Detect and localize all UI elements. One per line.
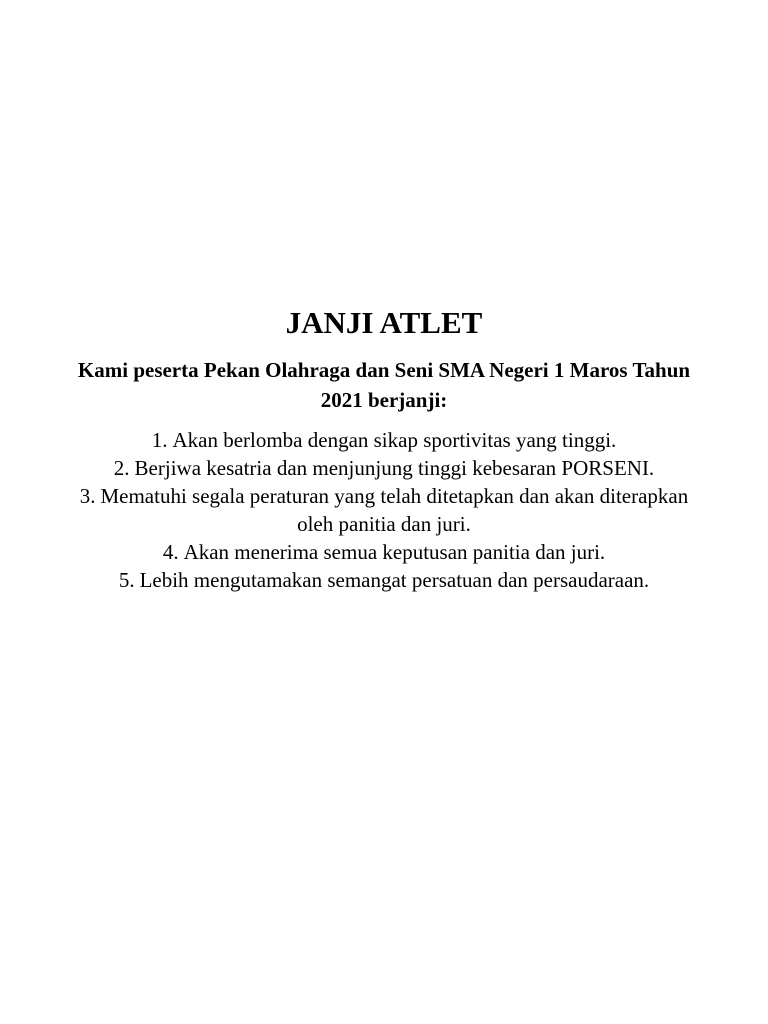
list-item-text: Berjiwa kesatria dan menjunjung tinggi kebesaran PORSENI. [134, 456, 655, 480]
list-item-number: 5. [118, 568, 135, 592]
list-item [60, 538, 708, 566]
list-item [60, 566, 708, 594]
list-item-text: Mematuhi segala peraturan yang telah ditetapkan dan akan diterapkan oleh panitia dan juri. [100, 484, 689, 536]
list-item-number: 4. [162, 540, 179, 564]
intro-paragraph: Kami peserta Pekan Olahraga dan Seni SMA Negeri 1 Maros Tahun 2021 berjanji: [77, 358, 691, 412]
list-item-number: 3. [79, 484, 96, 508]
list-item-number: 1. [151, 428, 168, 452]
list-item-text: Lebih mengutamakan semangat persatuan dan persaudaraan. [139, 568, 650, 592]
list-item [60, 426, 708, 454]
list-item [60, 454, 708, 482]
list-item [60, 482, 708, 538]
list-item-text: Akan menerima semua keputusan panitia dan juri. [183, 540, 606, 564]
pledge-list [60, 426, 708, 594]
list-item-number: 2. [113, 456, 130, 480]
list-item-text: Akan berlomba dengan sikap sportivitas yang tinggi. [172, 428, 617, 452]
document-title: JANJI ATLET [285, 305, 483, 340]
